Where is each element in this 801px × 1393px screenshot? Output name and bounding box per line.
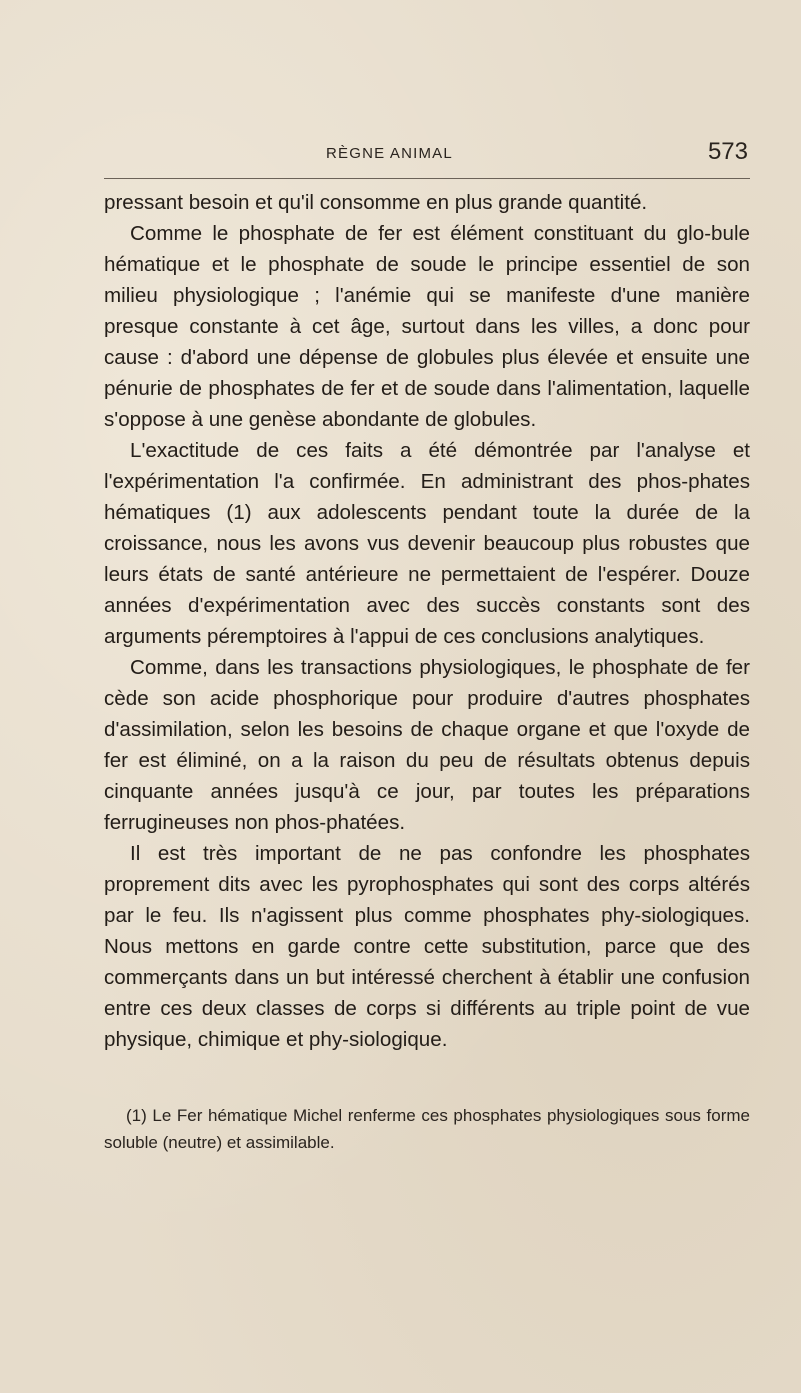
page-header [104,138,750,179]
body-text [104,187,750,1055]
paragraph: Comme le phosphate de fer est élément constituant du glo-bule hématique et le phosphate de soude le principe essentiel de son milieu physiologique ; l'anémie qui se manifeste d'une manière presque constante à cet âge, surtout dans les villes, a donc pour cause : d'abord une dépense de globules plus élevée et ensuite une pénurie de phosphates de fer et de soude dans l'alimentation, laquelle s'oppose à une genèse abondante de globules. [104,222,750,431]
page-number: 573 [707,138,748,165]
footnote-text: (1) Le Fer hématique Michel renferme ces phosphates physiologiques sous forme soluble (neutre) et assimilable. [104,1106,750,1152]
paragraph: L'exactitude de ces faits a été démontrée par l'analyse et l'expérimentation l'a confirmée. En administrant des phos-phates hématiques (1) aux adolescents pendant toute la durée de la croissance, nous les avons vus devenir beaucoup plus robustes que leurs états de santé antérieure ne permettaient de l'espérer. Douze années d'expérimentation avec des succès constants sont des arguments péremptoires à l'appui de ces conclusions analytiques. [104,439,750,648]
paragraph: Il est très important de ne pas confondre les phosphates proprement dits avec les pyrophosphates qui sont des corps altérés par le feu. Ils n'agissent plus comme phosphates phy-siologiques. Nous mettons en garde contre cette substitution, parce que des commerçants dans un but intéressé cherchent à établir une confusion entre ces deux classes de corps si différents au triple point de vue physique, chimique et phy-siologique. [104,842,750,1051]
paragraph: Comme, dans les transactions physiologiques, le phosphate de fer cède son acide phosphorique pour produire d'autres phosphates d'assimilation, selon les besoins de chaque organe et que l'oxyde de fer est éliminé, on a la raison du peu de résultats obtenus depuis cinquante années jusqu'à ce jour, par toutes les préparations ferrugineuses non phos-phatées. [104,656,750,834]
footnote [104,1102,750,1156]
paragraph: pressant besoin et qu'il consomme en plus grande quantité. [104,191,648,214]
running-head: RÈGNE ANIMAL [326,145,453,162]
